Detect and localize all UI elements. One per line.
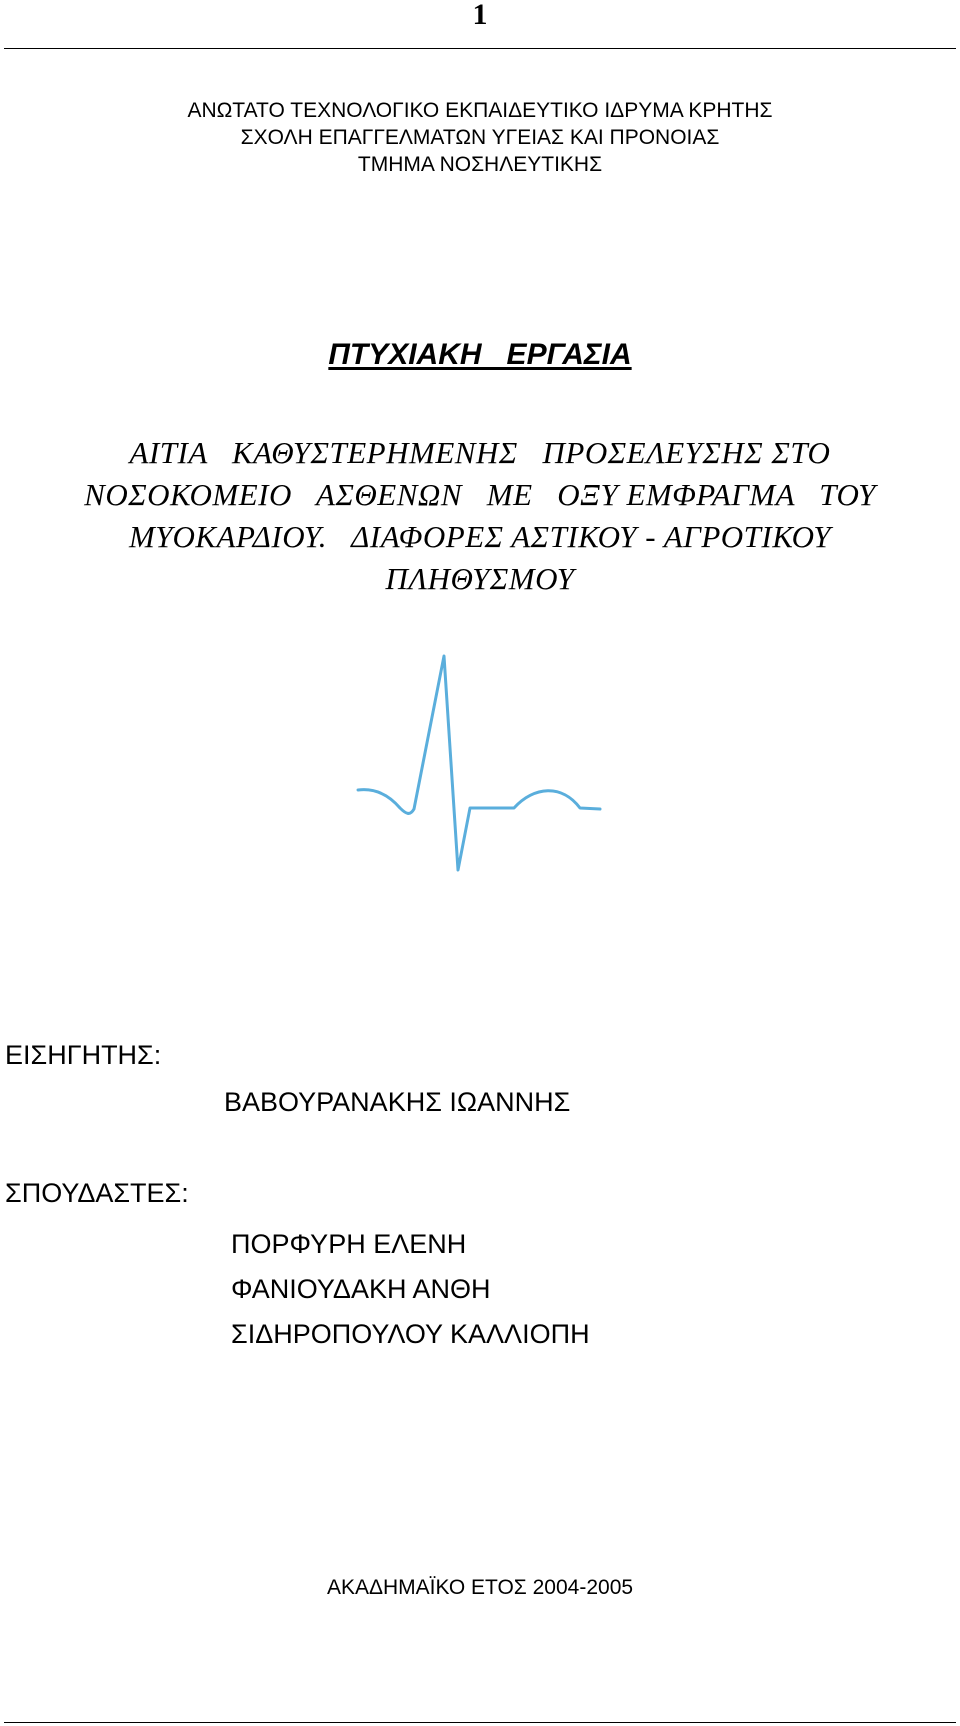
ecg-heartbeat-icon [356,648,604,878]
page-number: 1 [472,0,488,31]
footer-rule [4,1722,956,1723]
institution-name: ΑΝΩΤΑΤΟ ΤΕΧΝΟΛΟΓΙΚΟ ΕΚΠΑΙΔΕΥΤΙΚΟ ΙΔΡΥΜΑ ΚΡΗΤΗΣ [187,99,773,122]
supervisor-name: ΒΑΒΟΥΡΑΝΑΚΗΣ ΙΩΑΝΝΗΣ [224,1087,571,1117]
students-label: ΣΠΟΥΔΑΣΤΕΣ: [5,1178,189,1208]
thesis-label: ΠΤΥΧΙΑΚΗ ΕΡΓΑΣΙΑ [328,338,632,371]
supervisor-label: ΕΙΣΗΓΗΤΗΣ: [5,1040,162,1070]
student-name: ΠΟΡΦΥΡΗ ΕΛΕΝΗ [231,1229,467,1259]
academic-year: ΑΚΑΔΗΜΑΪΚΟ ΕΤΟΣ 2004-2005 [326,1576,634,1599]
header-rule [4,48,956,49]
thesis-title-line: ΝΟΣΟΚΟΜΕΙΟ ΑΣΘΕΝΩΝ ΜΕ ΟΞΥ ΕΜΦΡΑΓΜΑ ΤΟΥ [84,477,876,512]
thesis-title-line: ΑΙΤΙΑ ΚΑΘΥΣΤΕΡΗΜΕΝΗΣ ΠΡΟΣΕΛΕΥΣΗΣ ΣΤΟ [129,435,831,470]
thesis-title-line: ΠΛΗΘΥΣΜΟΥ [385,561,575,596]
thesis-title [20,432,940,600]
department-name: ΤΜΗΜΑ ΝΟΣΗΛΕΥΤΙΚΗΣ [357,153,603,176]
thesis-title-line: ΜΥΟΚΑΡΔΙΟΥ. ΔΙΑΦΟΡΕΣ ΑΣΤΙΚΟΥ - ΑΓΡΟΤΙΚΟΥ [128,519,832,554]
school-name: ΣΧΟΛΗ ΕΠΑΓΓΕΛΜΑΤΩΝ ΥΓΕΙΑΣ ΚΑΙ ΠΡΟΝΟΙΑΣ [240,126,720,149]
student-name: ΦΑΝΙΟΥΔΑΚΗ ΑΝΘΗ [231,1274,491,1304]
student-name: ΣΙΔΗΡΟΠΟΥΛΟΥ ΚΑΛΛΙΟΠΗ [231,1319,590,1349]
institution-block [0,97,960,178]
students-list [231,1222,590,1357]
